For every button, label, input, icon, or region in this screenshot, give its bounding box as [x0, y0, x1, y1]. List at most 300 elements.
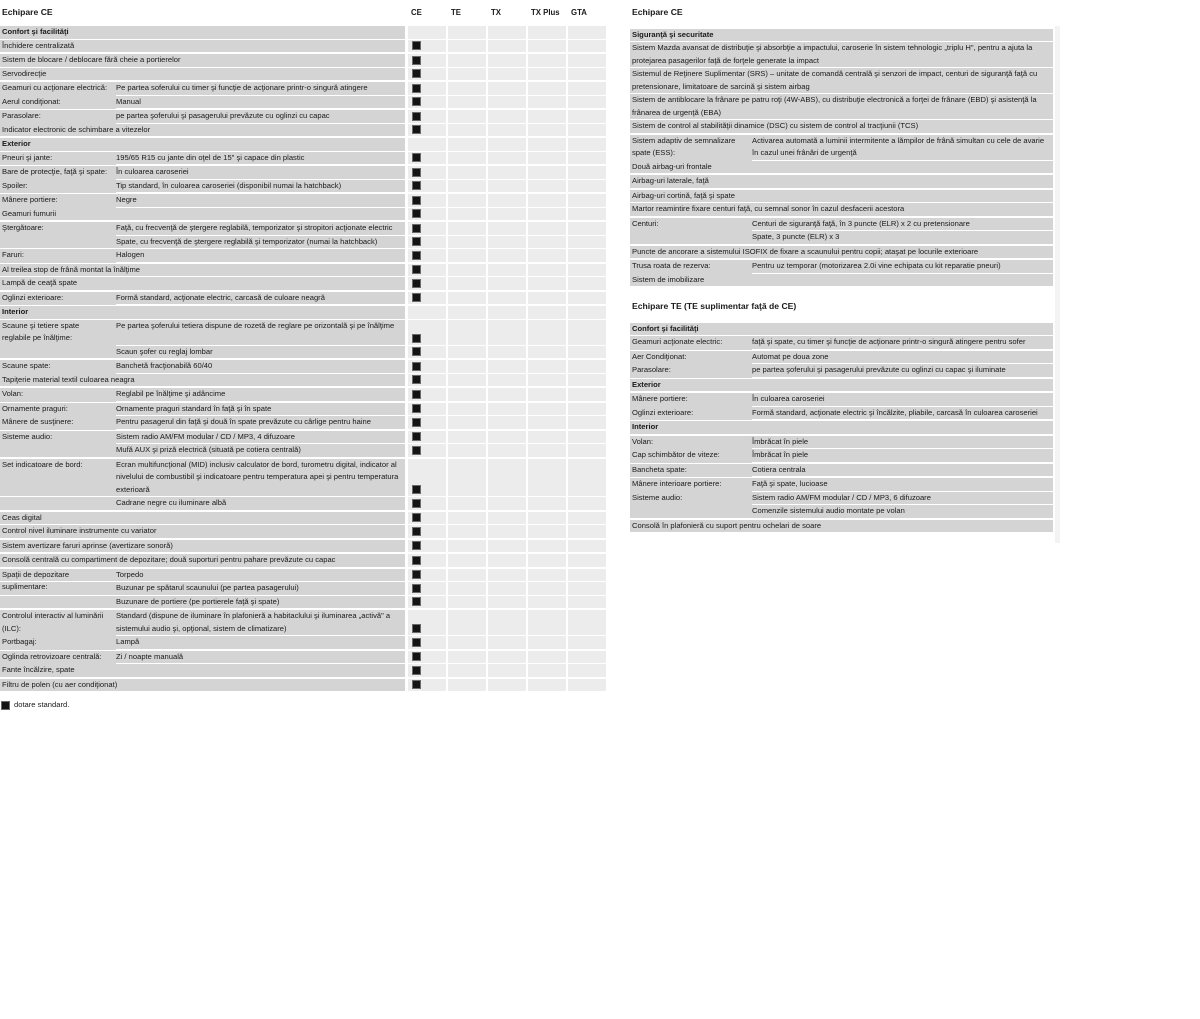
spec-row: [0, 664, 606, 677]
spec-row: [0, 138, 606, 151]
row-desc: Zi / noapte manuală: [116, 651, 184, 661]
trim-cell: [408, 68, 446, 81]
trim-cell: [528, 346, 566, 359]
trim-cell: [408, 152, 446, 165]
trim-cell: [408, 236, 446, 249]
trim-cell: [408, 374, 446, 387]
trim-cell: [408, 96, 446, 109]
trim-cell: [488, 444, 526, 457]
trim-cell: [408, 277, 446, 290]
equipment-band: [0, 110, 606, 136]
trim-cell: [488, 138, 526, 151]
trim-cell: [528, 208, 566, 221]
spec-row: [0, 346, 606, 359]
trim-cell: [568, 497, 606, 510]
trim-column-header: GTA: [571, 8, 587, 17]
trim-cell: [568, 582, 606, 595]
trim-cell: [528, 610, 566, 635]
trim-cell: [568, 540, 606, 553]
equipment-band: [0, 403, 606, 429]
trim-cell: [488, 124, 526, 137]
row-label: Faruri:: [0, 249, 116, 262]
equipment-band: [0, 138, 606, 164]
spec-row: [0, 360, 606, 373]
row-desc: Scaun şofer cu reglaj lombar: [116, 346, 213, 356]
row-label: Trusa roata de rezerva:: [630, 260, 752, 273]
trim-cell: [568, 194, 606, 207]
equipment-band: [630, 218, 1053, 244]
trim-cell: [488, 403, 526, 416]
equipment-band: [0, 569, 606, 609]
right-equipment-panel: [630, 0, 1053, 534]
trim-cell: [568, 320, 606, 345]
row-text: Control nivel iluminare instrumente cu variator: [2, 526, 157, 535]
trim-cell: [488, 360, 526, 373]
trim-column-header: TE: [451, 8, 461, 17]
trim-cell: [488, 110, 526, 123]
trim-cell: [448, 264, 486, 277]
trim-cell: [408, 651, 446, 664]
spec-row: [0, 416, 606, 429]
section-header: Confort şi facilităţi: [2, 27, 69, 36]
row-desc: Spate, 3 puncte (ELR) x 3: [752, 232, 840, 241]
equipment-band: [630, 421, 1053, 434]
trim-cell: [528, 431, 566, 444]
right-edge-strip: [1055, 26, 1060, 543]
trim-cell: [448, 68, 486, 81]
trim-cell: [488, 610, 526, 635]
spec-row: [0, 236, 606, 249]
spec-row: [0, 208, 606, 221]
spec-row: [0, 610, 606, 635]
right-table-title: Echipare TE (TE suplimentar faţă de CE): [632, 301, 797, 311]
trim-cell: [448, 664, 486, 677]
trim-cell: [528, 306, 566, 319]
trim-cell: [448, 194, 486, 207]
trim-cell: [528, 26, 566, 39]
trim-cell: [568, 208, 606, 221]
spec-row: [0, 679, 606, 692]
row-text: Ceas digital: [2, 512, 42, 522]
standard-mark-icon: [412, 153, 421, 162]
standard-mark-icon: [412, 418, 421, 427]
spec-row: [0, 444, 606, 457]
standard-mark-icon: [412, 513, 421, 522]
row-text: Consolă centrală cu compartiment de depozitare; două suporturi pentru pahare prevăzute cu capac: [2, 555, 336, 564]
trim-cell: [408, 636, 446, 649]
equipment-band: [630, 393, 1053, 419]
row-text: Lampă de ceaţă spate: [2, 278, 78, 287]
trim-cell: [568, 292, 606, 305]
standard-mark-icon: [412, 680, 421, 689]
equipment-band: [630, 379, 1053, 392]
row-label: Spaţii de depozitare suplimentare:: [2, 569, 70, 591]
equipment-band: [630, 464, 1053, 477]
equipment-band: [630, 246, 1053, 259]
spec-row: [630, 42, 1053, 67]
spec-row: [630, 246, 1053, 259]
standard-mark-icon: [412, 237, 421, 246]
equipment-band: [630, 478, 1053, 518]
equipment-band: [0, 554, 606, 567]
trim-cell: [568, 236, 606, 249]
trim-cell: [488, 26, 526, 39]
trim-cell: [448, 124, 486, 137]
row-text: Geamuri fumurii: [2, 208, 57, 218]
row-label: Geamuri acţionate electric:: [630, 336, 752, 349]
trim-cell: [568, 459, 606, 497]
trim-cell: [528, 525, 566, 538]
spec-row: [0, 264, 606, 277]
equipment-band: [630, 260, 1053, 286]
row-text: Sistem Mazda avansat de distribuţie şi absorbţie a impactului, caroserie în sistem tehnologic „triplu H", pentru a ajuta la protejarea pasagerilor faţă de forţele generate la impact: [632, 43, 1033, 65]
trim-cell: [408, 124, 446, 137]
row-desc: Faţă, cu frecvenţă de ştergere reglabilă, temporizator şi stropitori acţionate electric: [116, 223, 393, 232]
row-desc: Faţă şi spate, lucioase: [752, 479, 828, 488]
trim-cell: [408, 596, 446, 609]
row-desc: Halogen: [116, 250, 145, 259]
trim-cell: [448, 320, 486, 345]
standard-mark-icon: [412, 404, 421, 413]
trim-cell: [408, 306, 446, 319]
standard-mark-icon: [412, 251, 421, 260]
trim-cell: [528, 554, 566, 567]
trim-cell: [448, 679, 486, 692]
row-label: Mânere interioare portiere:: [630, 478, 752, 491]
trim-cell: [448, 636, 486, 649]
row-text: Sistem de blocare / deblocare fără cheie a portierelor: [2, 55, 181, 64]
trim-cell: [488, 664, 526, 677]
trim-cell: [568, 679, 606, 692]
spec-row: [0, 512, 606, 525]
trim-cell: [488, 208, 526, 221]
row-desc: Îmbrăcat în piele: [752, 436, 809, 446]
trim-cell: [448, 54, 486, 67]
standard-mark-icon: [412, 347, 421, 356]
trim-cell: [408, 264, 446, 277]
trim-cell: [568, 512, 606, 525]
row-desc: Activarea automată a luminii intermitente a lămpilor de frână simultan cu cele de avarie în cazul unei frânări de urgenţă: [752, 135, 1045, 157]
spec-row: [630, 351, 1053, 364]
row-label: Bare de protecţie, faţă şi spate:: [0, 166, 116, 179]
row-desc: Buzunare de portiere (pe portierele faţă şi spate): [116, 596, 280, 606]
row-desc: Banchetă fracţionabilă 60/40: [116, 361, 213, 370]
spec-row: [0, 554, 606, 567]
trim-cell: [448, 596, 486, 609]
trim-cell: [448, 236, 486, 249]
equipment-band: [630, 351, 1053, 377]
row-label: Centuri:: [630, 218, 752, 231]
trim-cell: [448, 166, 486, 179]
spec-row: [630, 161, 1053, 174]
spec-row: [630, 492, 1053, 505]
trim-cell: [488, 374, 526, 387]
trim-cell: [408, 26, 446, 39]
row-desc: Negre: [116, 195, 137, 204]
trim-cell: [408, 512, 446, 525]
standard-mark-icon: [412, 446, 421, 455]
trim-cell: [568, 277, 606, 290]
trim-cell: [488, 68, 526, 81]
legend-label: dotare standard.: [14, 700, 70, 709]
row-label: Sistem adaptiv de semnalizare spate (ESS):: [630, 135, 752, 160]
trim-cell: [488, 497, 526, 510]
trim-cell: [568, 525, 606, 538]
trim-cell: [488, 40, 526, 53]
row-desc: 195/65 R15 cu jante din oţel de 15" şi capace din plastic: [116, 152, 305, 162]
row-label: Ornamente praguri:: [0, 403, 116, 416]
trim-cell: [528, 292, 566, 305]
right-equipment-table: [630, 323, 1053, 533]
trim-cell: [528, 360, 566, 373]
trim-cell: [448, 180, 486, 193]
equipment-band: [0, 679, 606, 692]
spec-row: [0, 68, 606, 81]
standard-mark-icon: [412, 375, 421, 384]
trim-cell: [568, 110, 606, 123]
trim-cell: [408, 403, 446, 416]
row-label: Ştergătoare:: [0, 222, 116, 235]
trim-cell: [568, 431, 606, 444]
row-desc: Lampă: [116, 637, 140, 646]
spec-row: [630, 120, 1053, 133]
equipment-band: [630, 190, 1053, 216]
trim-cell: [568, 40, 606, 53]
row-desc: Sistem radio AM/FM modular / CD / MP3, 4 difuzoare: [116, 431, 295, 441]
equipment-band: [0, 431, 606, 457]
row-label: Oglinzi exterioare:: [0, 292, 116, 305]
row-desc: Pe partea şoferului tetiera dispune de rozetă de reglare pe orizontală şi pe înălţime: [116, 320, 395, 330]
trim-cell: [568, 54, 606, 67]
trim-cell: [528, 40, 566, 53]
spec-row: [0, 180, 606, 193]
equipment-band: [0, 222, 606, 262]
trim-cell: [568, 346, 606, 359]
spec-row: [630, 68, 1053, 93]
spec-row: [630, 379, 1053, 392]
trim-cell: [408, 194, 446, 207]
trim-cell: [488, 292, 526, 305]
spec-row: [630, 336, 1053, 349]
row-text: Sistem de control al stabilităţii dinamice (DSC) cu sistem de control al tracţiunii (TCS): [632, 121, 919, 130]
trim-cell: [448, 512, 486, 525]
trim-cell: [528, 497, 566, 510]
trim-cell: [408, 664, 446, 677]
trim-cell: [408, 54, 446, 67]
trim-cell: [488, 222, 526, 235]
right-table-title: Echipare CE: [632, 7, 683, 17]
spec-row: [0, 651, 606, 664]
standard-mark-icon: [412, 541, 421, 550]
standard-mark-icon: [412, 362, 421, 371]
trim-column-headers: [408, 7, 608, 20]
trim-cell: [568, 664, 606, 677]
trim-cell: [528, 82, 566, 95]
trim-cell: [568, 569, 606, 582]
equipment-band: [0, 54, 606, 80]
trim-cell: [528, 459, 566, 497]
trim-cell: [448, 249, 486, 262]
trim-cell: [448, 540, 486, 553]
trim-cell: [488, 431, 526, 444]
row-desc: Sistem radio AM/FM modular / CD / MP3, 6 difuzoare: [752, 492, 931, 502]
trim-cell: [528, 138, 566, 151]
row-desc: Pentru pasagerul din faţă şi două în spate prevăzute cu cârlige pentru haine: [116, 417, 371, 426]
equipment-band: [0, 540, 606, 553]
row-desc: pe partea şoferului şi pasagerului prevăzute cu oglinzi cu capac: [116, 111, 330, 120]
standard-mark-icon: [412, 570, 421, 579]
equipment-band: [0, 459, 606, 510]
trim-cell: [528, 388, 566, 401]
trim-column-header: TX: [491, 8, 501, 17]
trim-cell: [528, 320, 566, 345]
trim-cell: [448, 444, 486, 457]
row-text: Al treilea stop de frână montat la înălţime: [2, 264, 141, 274]
row-label: Bancheta spate:: [630, 464, 752, 477]
row-desc: Automat pe doua zone: [752, 351, 829, 361]
row-label: Scaune spate:: [0, 360, 116, 373]
trim-cell: [568, 610, 606, 635]
row-label: Parasolare:: [630, 364, 752, 377]
trim-cell: [488, 264, 526, 277]
trim-cell: [408, 569, 446, 582]
trim-cell: [528, 582, 566, 595]
trim-cell: [528, 416, 566, 429]
trim-cell: [408, 292, 446, 305]
left-equipment-table: [0, 26, 606, 712]
equipment-band: [630, 175, 1053, 188]
trim-cell: [448, 651, 486, 664]
spec-row: [630, 260, 1053, 273]
row-label: Set indicatoare de bord:: [0, 459, 116, 472]
row-desc: În culoarea caroseriei: [752, 394, 825, 403]
trim-cell: [488, 388, 526, 401]
equipment-band: [0, 26, 606, 52]
trim-cell: [488, 54, 526, 67]
trim-cell: [568, 96, 606, 109]
trim-cell: [528, 166, 566, 179]
spec-row: [630, 94, 1053, 119]
trim-cell: [528, 152, 566, 165]
trim-cell: [488, 596, 526, 609]
row-desc: Torpedo: [116, 569, 144, 579]
trim-cell: [568, 444, 606, 457]
spec-row: [630, 203, 1053, 216]
row-label: Spoiler:: [0, 180, 116, 193]
standard-mark-icon: [412, 168, 421, 177]
spec-row: [0, 596, 606, 609]
row-label: Mânere portiere:: [0, 194, 116, 207]
trim-cell: [528, 124, 566, 137]
spec-row: [0, 525, 606, 538]
equipment-band: [630, 135, 1053, 174]
trim-cell: [408, 540, 446, 553]
trim-cell: [408, 320, 446, 345]
trim-cell: [568, 249, 606, 262]
row-desc: Formă standard, acţionate electric şi încălzite, pliabile, carcasă în culoarea caroseriei: [752, 407, 1038, 417]
trim-cell: [488, 569, 526, 582]
spec-row: [0, 54, 606, 67]
row-label: Parasolare:: [0, 110, 116, 123]
row-label: Scaune şi tetiere spate reglabile pe înălţime:: [0, 320, 116, 345]
row-text: Airbag-uri laterale, faţă: [632, 176, 709, 185]
trim-cell: [448, 138, 486, 151]
spec-row: [630, 364, 1053, 377]
trim-cell: [488, 277, 526, 290]
trim-cell: [488, 525, 526, 538]
trim-cell: [528, 54, 566, 67]
spec-row: [0, 222, 606, 235]
trim-cell: [408, 388, 446, 401]
trim-cell: [528, 374, 566, 387]
spec-row: [630, 274, 1053, 287]
trim-cell: [568, 306, 606, 319]
trim-cell: [408, 416, 446, 429]
spec-row: [0, 249, 606, 262]
trim-cell: [408, 360, 446, 373]
section-header: Exterior: [632, 379, 661, 389]
trim-cell: [568, 651, 606, 664]
trim-cell: [568, 360, 606, 373]
trim-cell: [488, 180, 526, 193]
row-text: Sistem de imobilizare: [632, 274, 705, 284]
standard-mark-icon: [412, 624, 421, 633]
trim-cell: [528, 249, 566, 262]
spec-row: [630, 393, 1053, 406]
trim-cell: [448, 277, 486, 290]
row-text: Servodirecţie: [2, 68, 47, 78]
standard-mark-icon: [412, 666, 421, 675]
row-desc: Reglabil pe înălţime şi adâncime: [116, 389, 226, 398]
row-desc: Pe partea soferului cu timer şi funcţie de acţionare printr-o singură atingere: [116, 83, 368, 92]
trim-cell: [448, 222, 486, 235]
trim-cell: [488, 194, 526, 207]
spec-row: [0, 306, 606, 319]
row-desc: Buzunar pe spătarul scaunului (pe partea pasagerului): [116, 583, 299, 592]
trim-cell: [448, 431, 486, 444]
spec-row: [630, 464, 1053, 477]
trim-cell: [408, 459, 446, 497]
row-label: Cap schimbător de viteze:: [630, 449, 752, 462]
row-label: Volan:: [0, 388, 116, 401]
trim-cell: [488, 320, 526, 345]
trim-cell: [448, 403, 486, 416]
trim-cell: [408, 222, 446, 235]
standard-mark-icon: [412, 69, 421, 78]
spec-row: [630, 190, 1053, 203]
row-desc: Îmbrăcat în piele: [752, 450, 809, 459]
trim-cell: [488, 96, 526, 109]
row-text: Sistemul de Reţinere Suplimentar (SRS) – unitate de comandă centrală şi senzori de impact, centuri de siguranţă faţă cu pretensionare, limitatoare de sarcină şi sistem airbag: [632, 69, 1038, 91]
row-text: Două airbag-uri frontale: [632, 161, 712, 171]
trim-cell: [408, 180, 446, 193]
section-header: Confort şi facilităţi: [632, 323, 699, 333]
trim-cell: [408, 166, 446, 179]
trim-cell: [488, 346, 526, 359]
equipment-band: [0, 306, 606, 358]
spec-row: [0, 459, 606, 497]
section-header: Interior: [2, 307, 29, 316]
standard-mark-icon: [412, 181, 421, 190]
trim-cell: [528, 110, 566, 123]
spec-row: [630, 505, 1053, 518]
spec-row: [0, 124, 606, 137]
standard-mark-icon: [412, 432, 421, 441]
trim-cell: [408, 610, 446, 635]
standard-mark-icon: [412, 125, 421, 134]
trim-cell: [408, 208, 446, 221]
row-desc: Ecran multifuncţional (MID) inclusiv calculator de bord, turometru digital, indicator al nivelului de combustibil şi indicatoare pentru temperatura apei şi pentru temperatura exterioară: [116, 459, 399, 494]
